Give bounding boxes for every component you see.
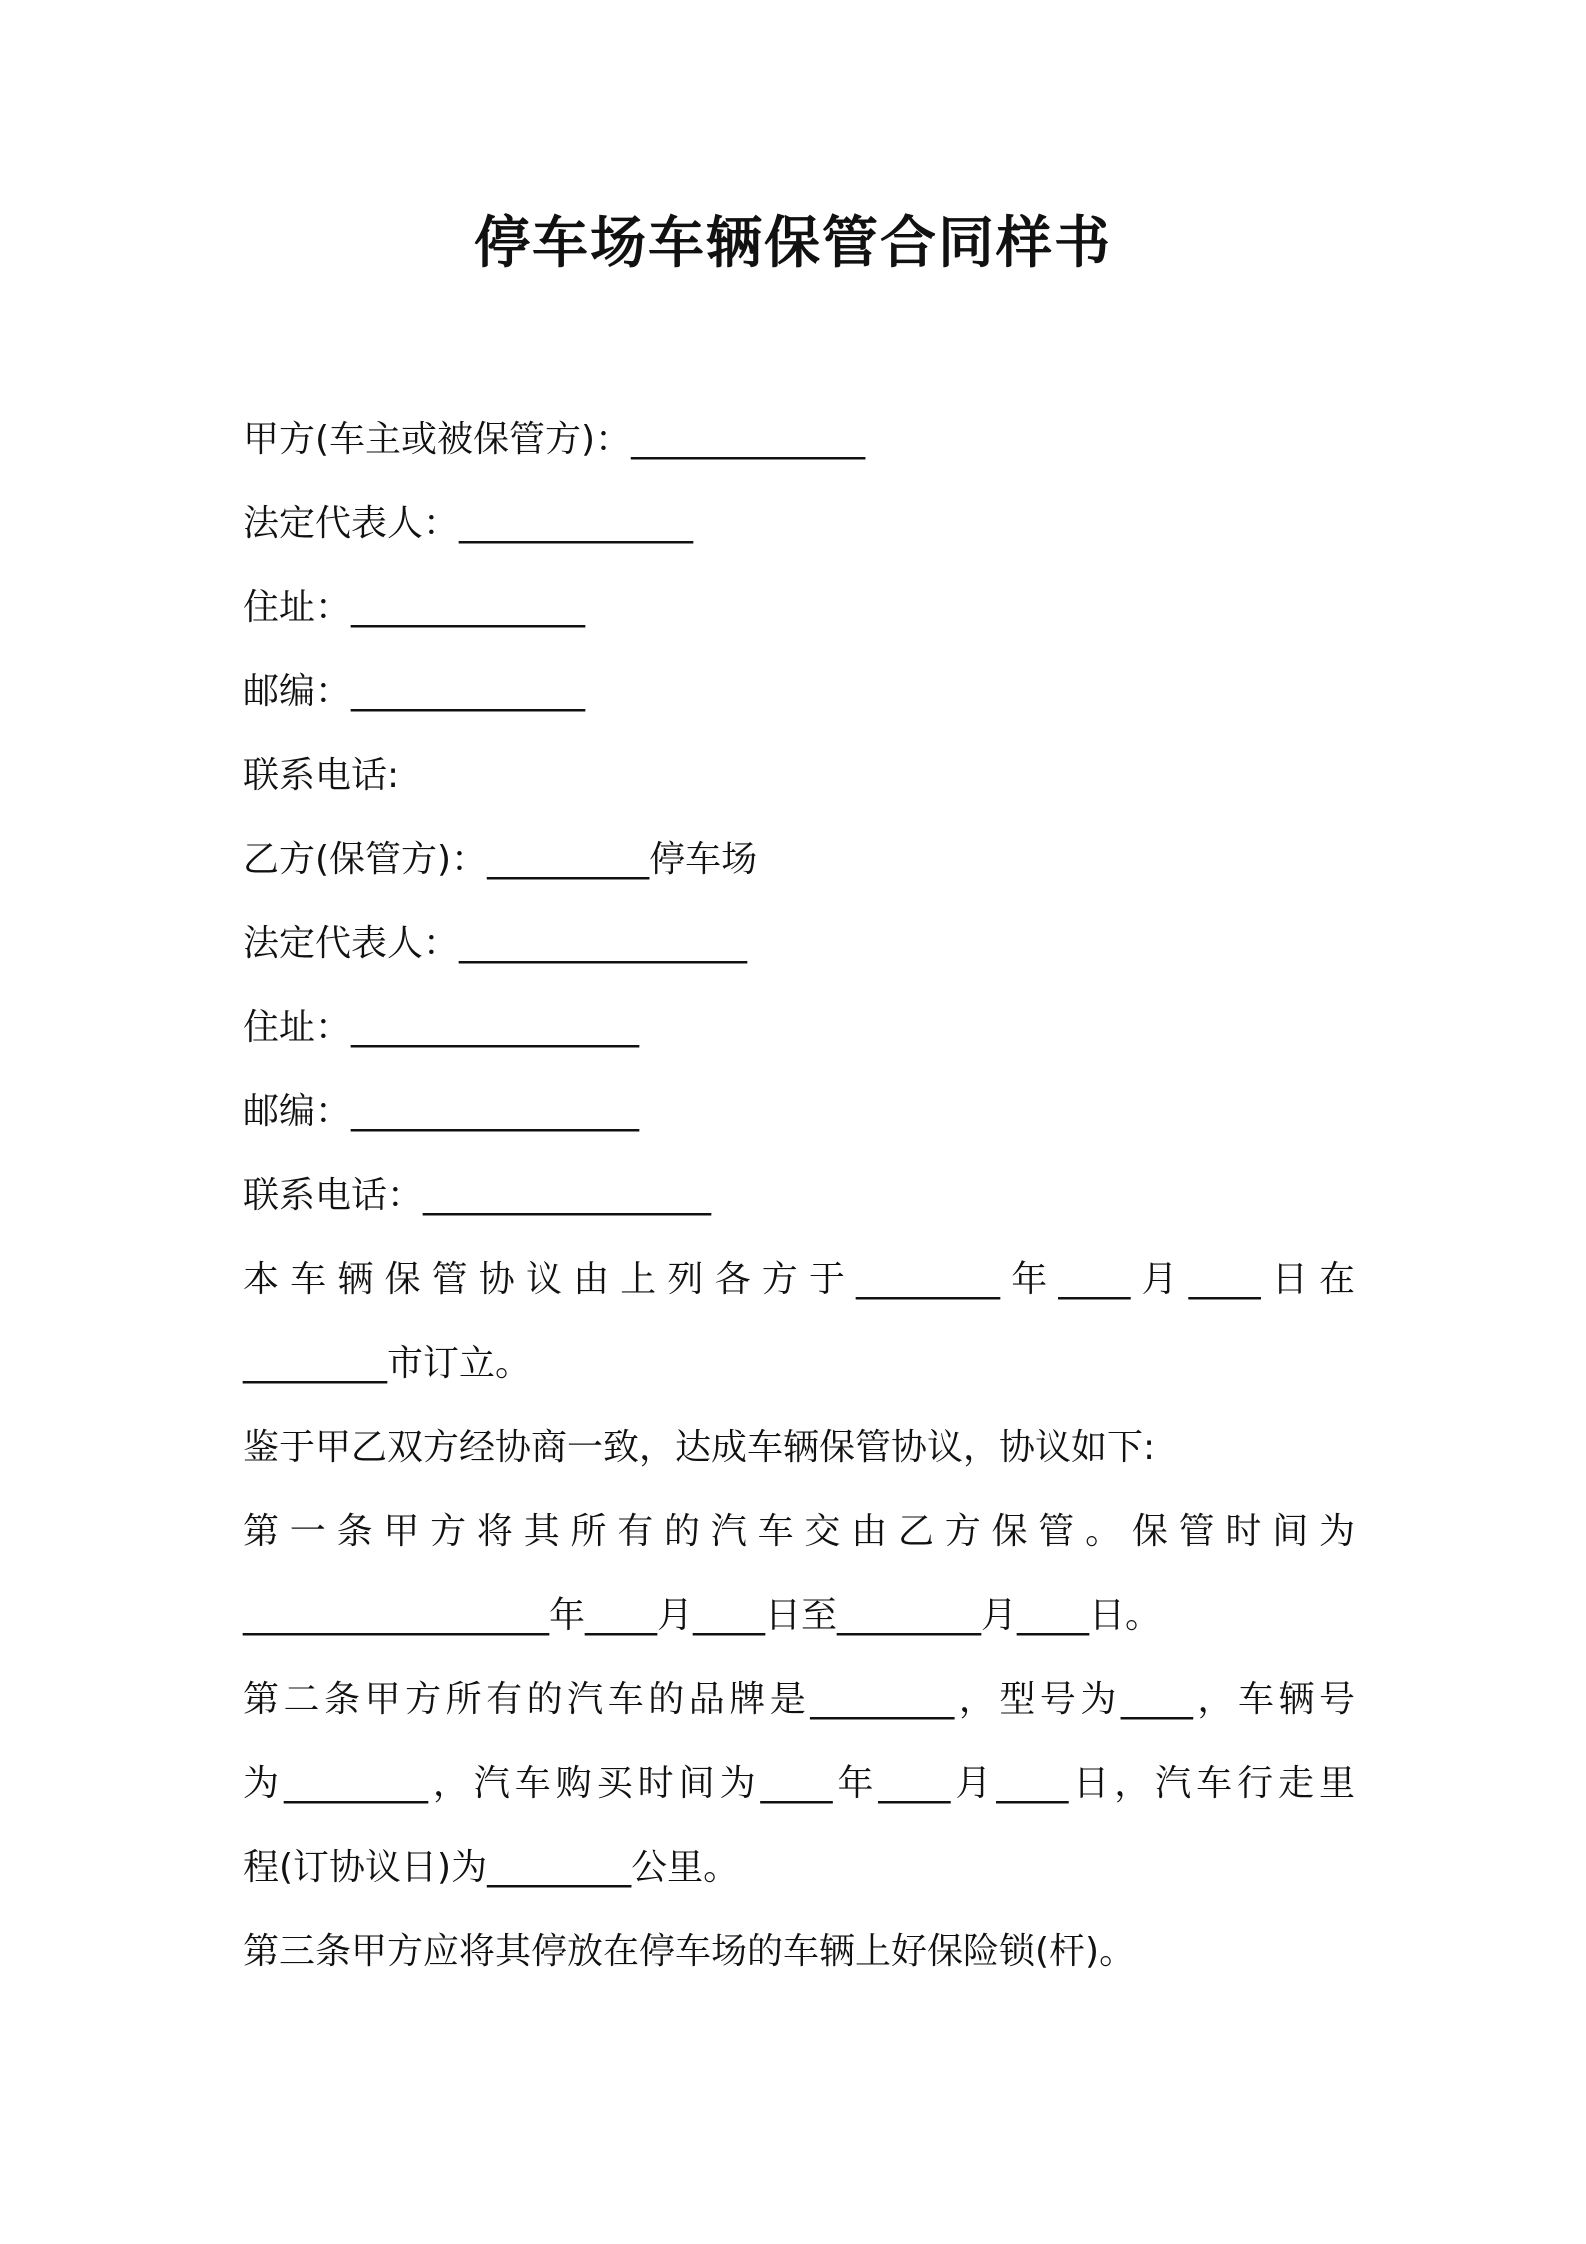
article-1-line-2: _________________年____月____日至________月____日。 [243, 1595, 1161, 1636]
party-b-postcode: 邮编：________________ [243, 1091, 640, 1132]
article-1-line-1: 第一条甲方将其所有的汽车交由乙方保管。保管时间为 [243, 1511, 1355, 1552]
party-a-address: 住址：_____________ [243, 587, 586, 628]
party-b-name: 乙方(保管方)：_________停车场 [243, 839, 758, 880]
party-b-legal-rep: 法定代表人：________________ [243, 923, 748, 964]
party-a-phone: 联系电话: [243, 755, 400, 796]
article-2-line-3: 程(订协议日)为________公里。 [243, 1847, 740, 1888]
agreement-preamble: 鉴于甲乙双方经协商一致，达成车辆保管协议，协议如下: [243, 1427, 1156, 1468]
article-3-line-1: 第三条甲方应将其停放在停车场的车辆上好保险锁(杆)。 [243, 1931, 1136, 1972]
party-a-legal-rep: 法定代表人：_____________ [243, 503, 694, 544]
agreement-intro-line-1: 本车辆保管协议由上列各方于________年____月____日在 [243, 1259, 1355, 1300]
article-2-line-1: 第二条甲方所有的汽车的品牌是________，型号为____，车辆号 [243, 1679, 1355, 1720]
party-a-name: 甲方(车主或被保管方)：_____________ [243, 419, 866, 460]
agreement-intro-line-2: ________市订立。 [243, 1343, 532, 1384]
party-b-address: 住址：________________ [243, 1007, 640, 1048]
party-b-phone: 联系电话：________________ [243, 1175, 712, 1216]
document-title: 停车场车辆保管合同样书 [474, 211, 1112, 276]
article-2-line-2: 为________，汽车购买时间为____年____月____日，汽车行走里 [243, 1763, 1355, 1804]
party-a-postcode: 邮编：_____________ [243, 671, 586, 712]
